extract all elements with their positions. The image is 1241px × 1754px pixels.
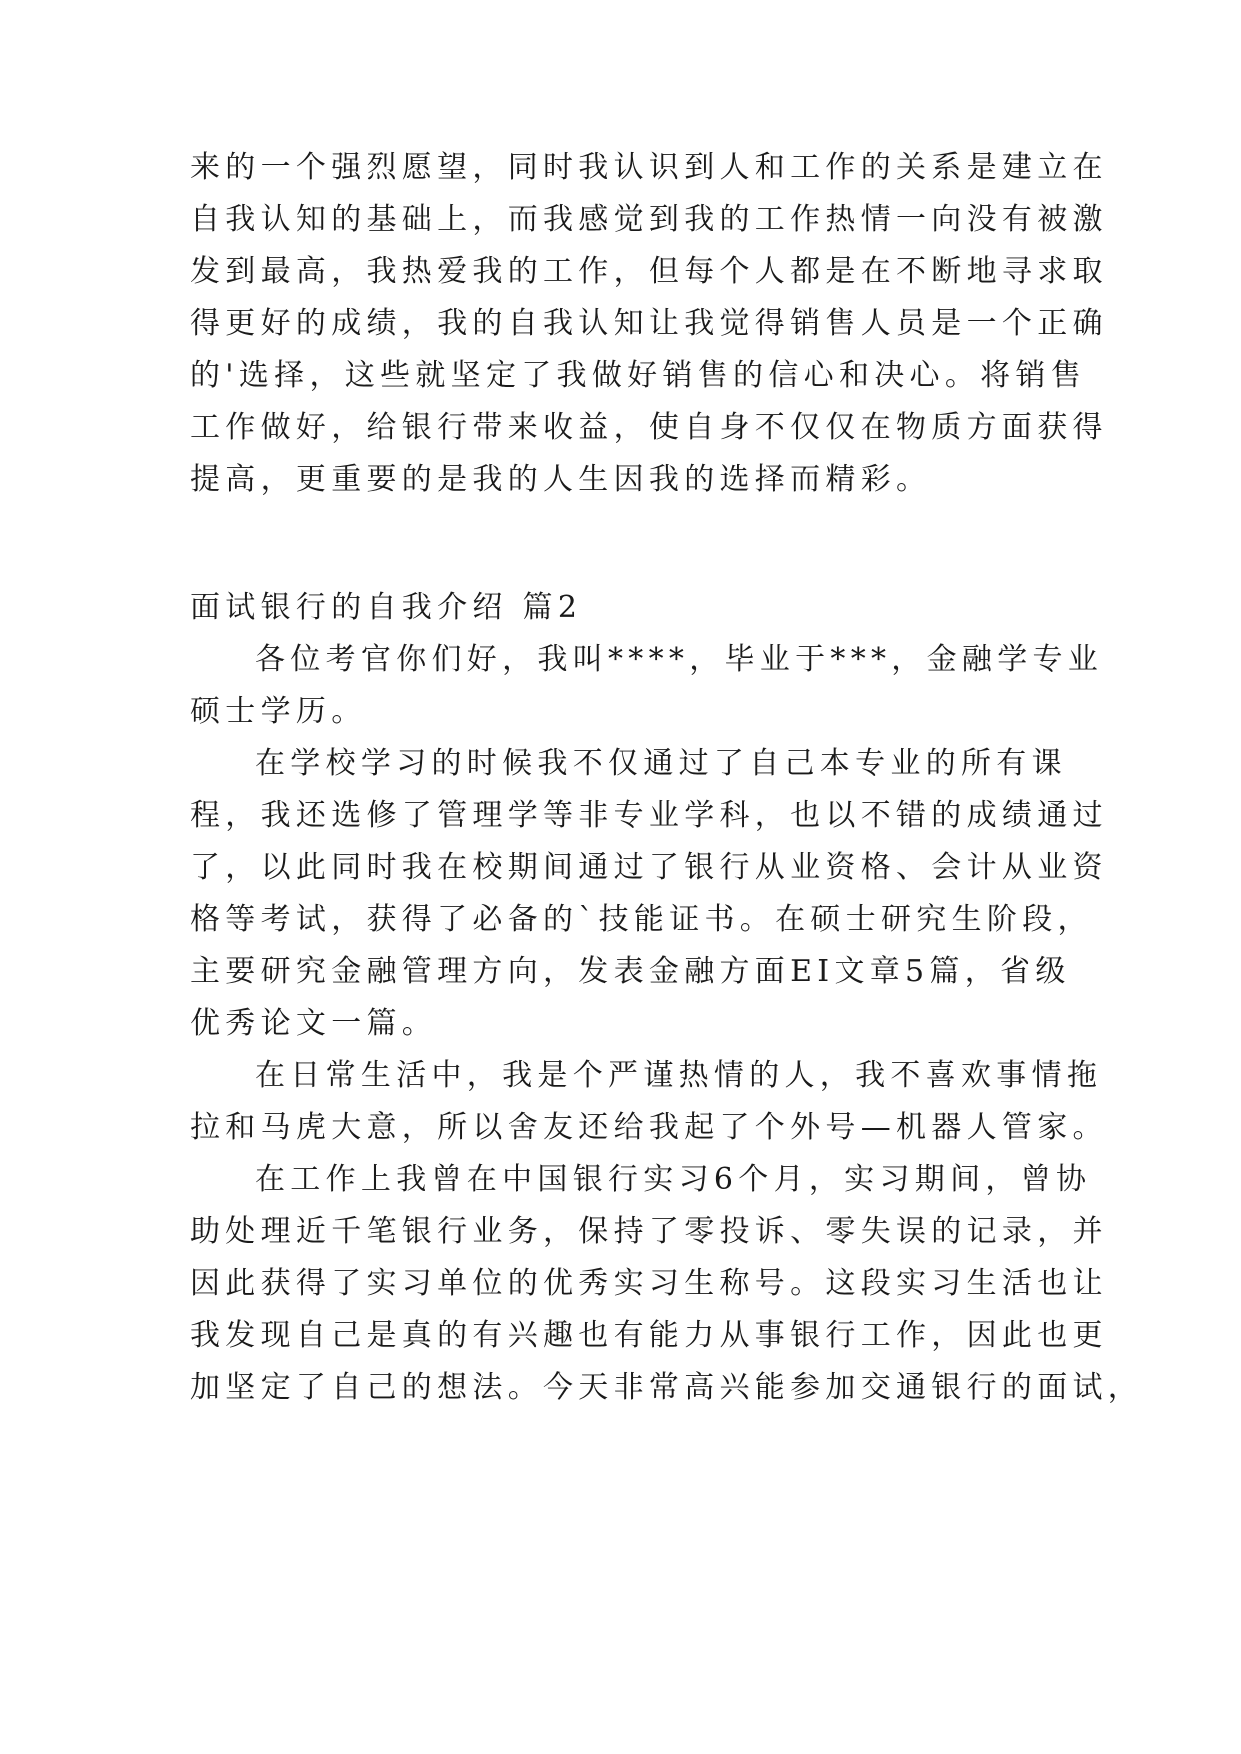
section-heading: 面试银行的自我介绍 篇2 <box>190 590 583 625</box>
body-text-line: 来的一个强烈愿望，同时我认识到人和工作的关系是建立在 <box>190 150 1108 185</box>
body-text-line: 主要研究金融管理方向，发表金融方面EI文章5篇，省级 <box>190 954 1071 989</box>
body-text-line: 因此获得了实习单位的优秀实习生称号。这段实习生活也让 <box>190 1266 1108 1301</box>
body-text-line: 硕士学历。 <box>190 694 367 729</box>
body-text-line: 拉和马虎大意，所以舍友还给我起了个外号—机器人管家。 <box>190 1110 1108 1145</box>
body-text-line: 各位考官你们好，我叫****，毕业于***，金融学专业 <box>255 642 1104 677</box>
body-text-line: 了，以此同时我在校期间通过了银行从业资格、会计从业资 <box>190 850 1108 885</box>
body-text-line: 的'选择，这些就坚定了我做好销售的信心和决心。将销售 <box>190 358 1087 393</box>
body-text-line: 我发现自己是真的有兴趣也有能力从事银行工作，因此也更 <box>190 1318 1108 1353</box>
body-text-line: 加坚定了自己的想法。今天非常高兴能参加交通银行的面试， <box>190 1370 1144 1405</box>
body-text-line: 得更好的成绩，我的自我认知让我觉得销售人员是一个正确 <box>190 306 1108 341</box>
body-text-line: 发到最高，我热爱我的工作，但每个人都是在不断地寻求取 <box>190 254 1108 289</box>
body-text-line: 提高，更重要的是我的人生因我的选择而精彩。 <box>190 462 932 497</box>
body-text-line: 在工作上我曾在中国银行实习6个月，实习期间，曾协 <box>255 1162 1092 1197</box>
body-text-line: 在日常生活中，我是个严谨热情的人，我不喜欢事情拖 <box>255 1058 1103 1093</box>
body-text-line: 工作做好，给银行带来收益，使自身不仅仅在物质方面获得 <box>190 410 1108 445</box>
body-text-line: 格等考试，获得了必备的`技能证书。在硕士研究生阶段， <box>190 902 1093 937</box>
body-text-line: 程，我还选修了管理学等非专业学科，也以不错的成绩通过 <box>190 798 1108 833</box>
body-text-line: 自我认知的基础上，而我感觉到我的工作热情一向没有被激 <box>190 202 1108 237</box>
body-text-line: 助处理近千笔银行业务，保持了零投诉、零失误的记录，并 <box>190 1214 1108 1249</box>
body-text-line: 在学校学习的时候我不仅通过了自己本专业的所有课 <box>255 746 1067 781</box>
body-text-line: 优秀论文一篇。 <box>190 1006 438 1041</box>
